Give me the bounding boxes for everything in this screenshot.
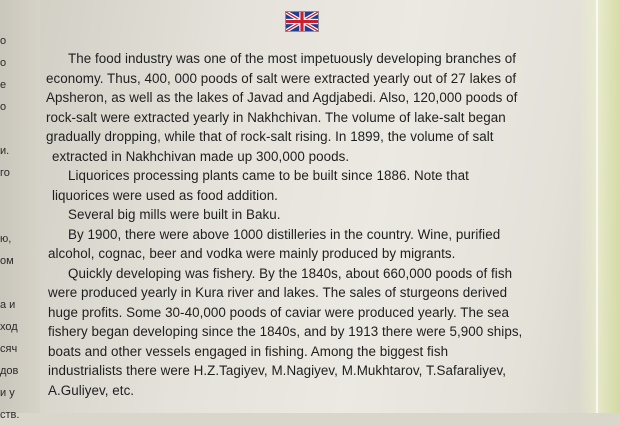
text-line: boats and other vessels engaged in fishing. Among the biggest fish — [48, 343, 449, 359]
adjacent-fragment: о — [0, 101, 7, 113]
text-line: were produced yearly in Kura river and lakes. The sales of sturgeons derived — [48, 285, 508, 300]
adjacent-fragment: сяч — [0, 343, 18, 355]
adjacent-fragment: и у — [0, 387, 15, 399]
text-line: By 1900, there were above 1000 distilleries in the country. Wine, purified — [68, 226, 501, 242]
text-line: Quickly developing was fishery. By the 1840s, about 660,000 poods of fish — [68, 265, 513, 281]
text-line: extracted in Nakhchivan made up 300,000 poods. — [52, 148, 350, 164]
adjacent-fragment: о — [0, 57, 7, 69]
text-line: Several big mills were built in Baku. — [68, 207, 281, 222]
adjacent-fragment — [0, 118, 50, 140]
uk-flag-icon — [285, 11, 319, 32]
adjacent-fragment: дов — [0, 365, 19, 377]
adjacent-fragment: ом — [0, 255, 14, 267]
text-line: huge profits. Some 30-40,000 poods of caviar were produced yearly. The sea — [48, 304, 509, 320]
text-line: A.Guliyev, etc. — [48, 382, 135, 398]
adjacent-fragment: ю, — [0, 233, 12, 245]
text-line: fishery began developing since the 1840s, and by 1913 there were 5,900 ships, — [48, 324, 523, 339]
adjacent-fragment — [0, 206, 50, 228]
text-line: industrialists there were H.Z.Tagiyev, M.Nagiyev, M.Mukhtarov, T.Safaraliyev, — [48, 363, 507, 378]
display-case-edge — [578, 0, 620, 413]
text-line: alcohol, cognac, beer and vodka were mainly produced by migrants. — [48, 246, 456, 261]
text-line: The food industry was one of the most impetuously developing branches of — [68, 51, 516, 66]
adjacent-fragment: ход — [0, 321, 18, 333]
adjacent-fragment — [0, 272, 50, 294]
text-line: Apsheron, as well as the lakes of Javad and Agdjabedi. Also, 120,000 poods of — [46, 90, 518, 105]
exhibit-text — [46, 49, 591, 400]
text-line: rock-salt were extracted yearly in Nakhchivan. The volume of lake-salt began — [46, 109, 506, 125]
adjacent-fragment: е — [0, 79, 7, 91]
adjacent-fragment: о — [0, 35, 7, 47]
text-line: economy. Thus, 400, 000 poods of salt were extracted yearly out of 27 lakes of — [46, 70, 517, 86]
text-line: gradually dropping, while that of rock-salt rising. In 1899, the volume of salt — [46, 129, 494, 144]
adjacent-panel-text — [0, 30, 50, 426]
adjacent-fragment: и. — [0, 145, 10, 157]
adjacent-fragment: ств. — [0, 409, 20, 421]
text-line: liquorices were used as food addition. — [52, 187, 278, 203]
text-line: Liquorices processing plants came to be built since 1886. Note that — [68, 168, 469, 183]
adjacent-fragment — [0, 184, 50, 206]
adjacent-fragment: го — [0, 167, 10, 179]
adjacent-fragment: а и — [0, 299, 16, 311]
